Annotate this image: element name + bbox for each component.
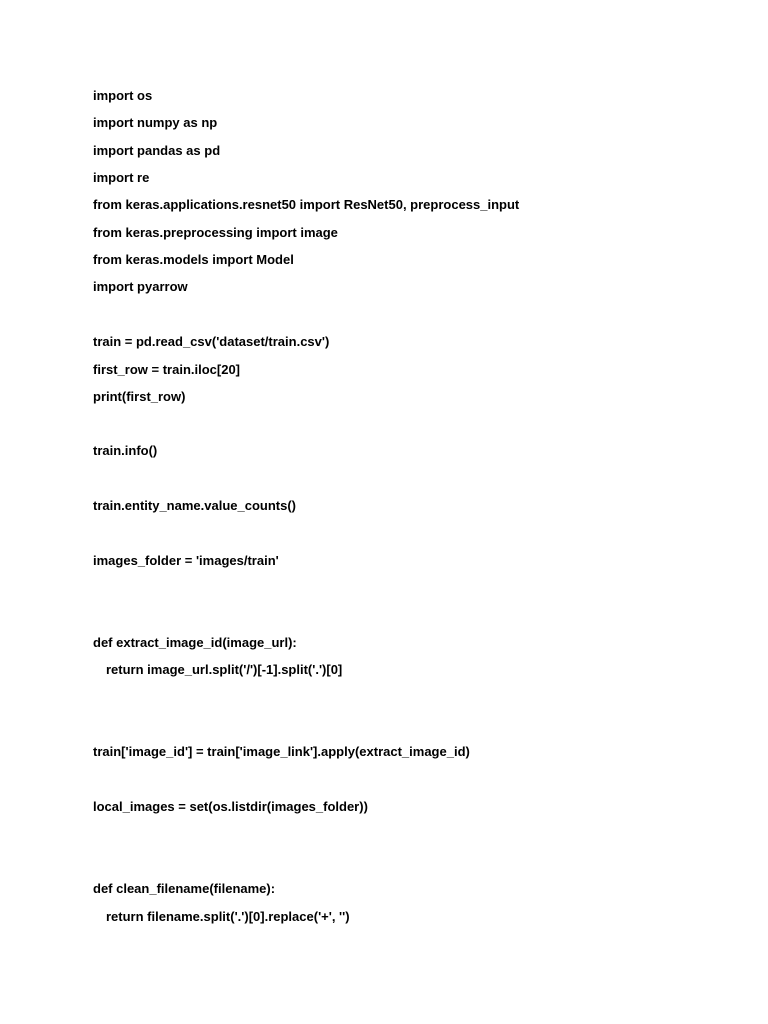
code-line-def-extract-image-id: def extract_image_id(image_url): [93,635,297,650]
code-line-import-pyarrow: import pyarrow [93,279,188,294]
code-line-print-first-row: print(first_row) [93,389,186,404]
code-line-import-image: from keras.preprocessing import image [93,225,338,240]
code-line-apply-extract-image-id: train['image_id'] = train['image_link'].apply(extract_image_id) [93,744,470,759]
code-line-train-info: train.info() [93,443,158,458]
code-line-import-model: from keras.models import Model [93,252,294,267]
code-line-first-row: first_row = train.iloc[20] [93,362,241,377]
code-line-import-numpy: import numpy as np [93,115,218,130]
code-line-import-pandas: import pandas as pd [93,143,221,158]
code-line-value-counts: train.entity_name.value_counts() [93,498,296,513]
code-line-import-re: import re [93,170,150,185]
code-line-return-image-id: return image_url.split('/')[-1].split('.')[0] [106,662,343,677]
code-line-return-clean-filename: return filename.split('.')[0].replace('+', '') [106,909,350,924]
code-line-local-images: local_images = set(os.listdir(images_folder)) [93,799,368,814]
code-line-read-csv: train = pd.read_csv('dataset/train.csv') [93,334,330,349]
code-line-def-clean-filename: def clean_filename(filename): [93,881,276,896]
code-line-import-resnet50: from keras.applications.resnet50 import ResNet50, preprocess_input [93,197,520,212]
code-line-images-folder: images_folder = 'images/train' [93,553,279,568]
code-line-import-os: import os [93,88,153,103]
